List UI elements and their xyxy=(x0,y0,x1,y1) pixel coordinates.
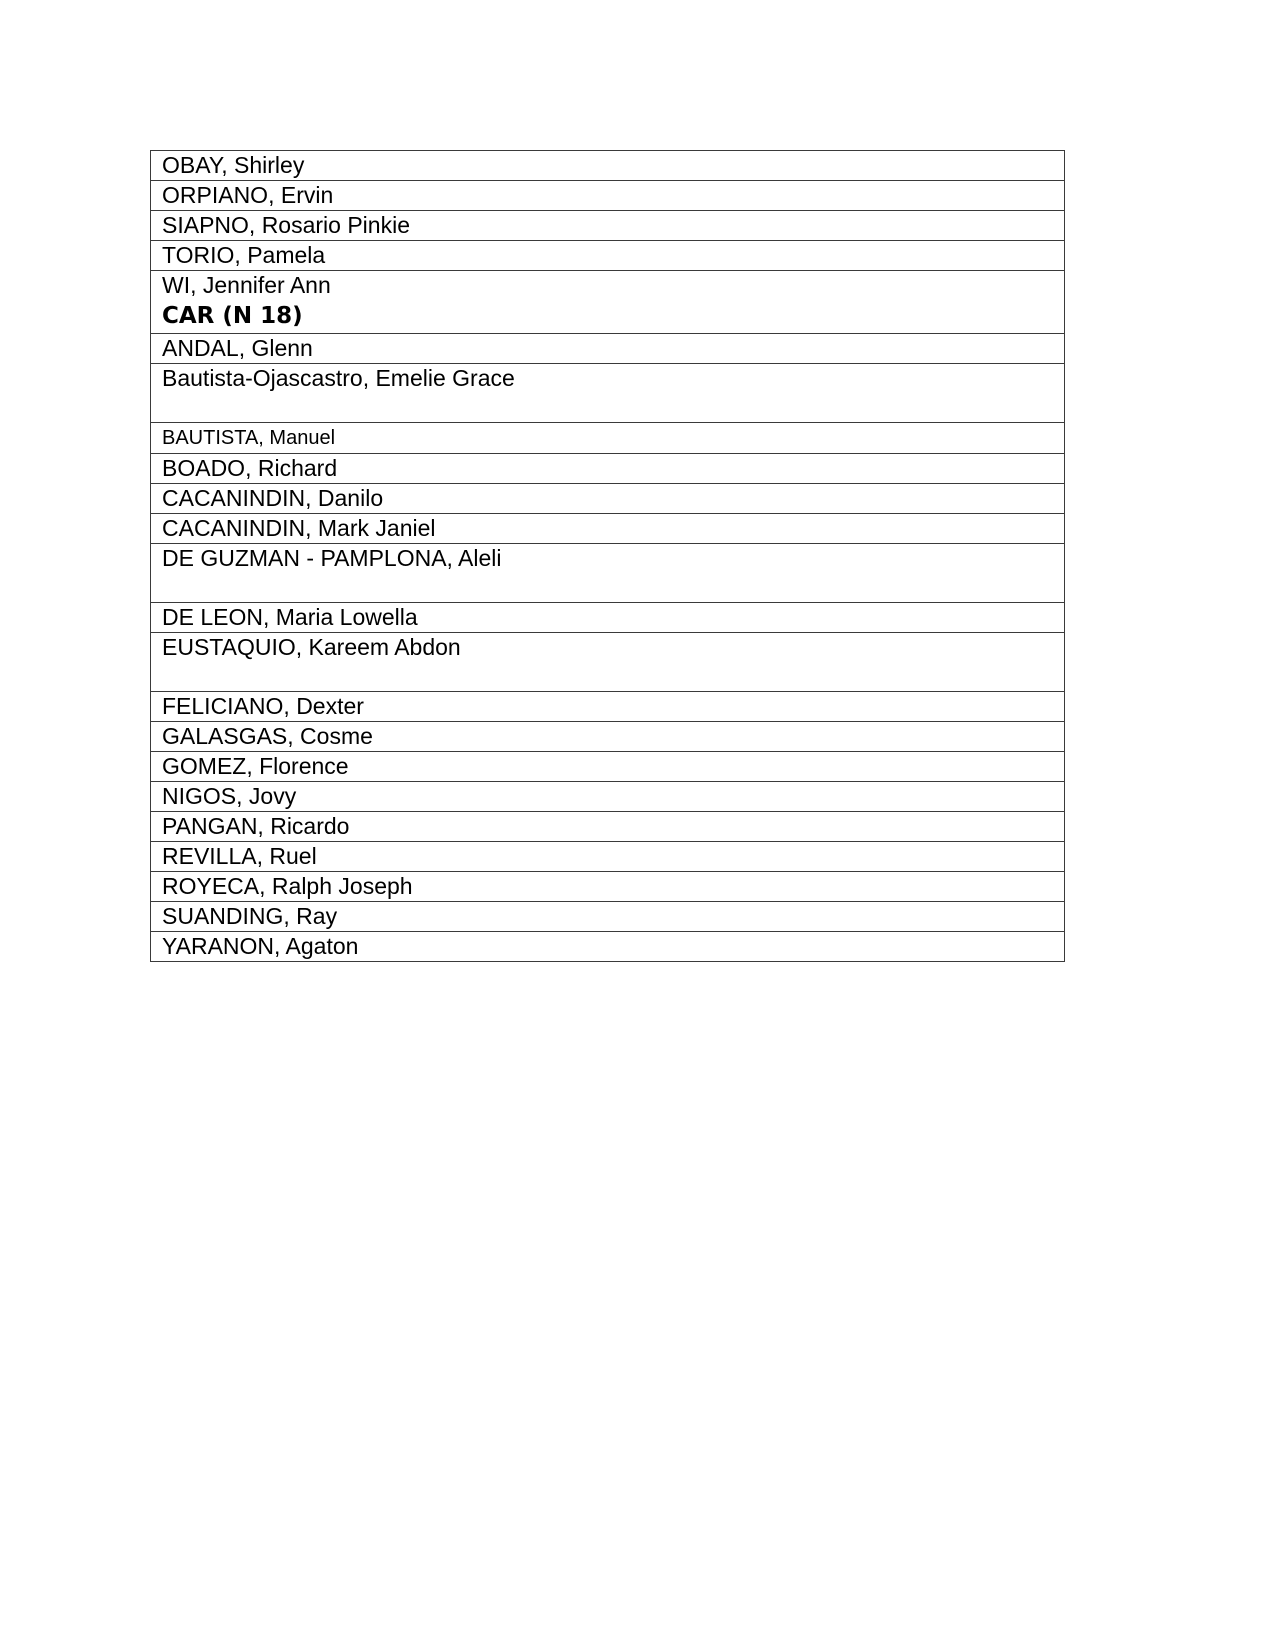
name-text: ROYECA, Ralph Joseph xyxy=(162,873,413,899)
table-row xyxy=(151,241,1065,271)
table-row xyxy=(151,603,1065,633)
name-cell xyxy=(151,364,1065,423)
section-heading: CAR (N 18) xyxy=(162,303,303,329)
name-text: DE LEON, Maria Lowella xyxy=(162,604,418,630)
table-row xyxy=(151,692,1065,722)
name-cell xyxy=(151,151,1065,181)
name-cell xyxy=(151,782,1065,812)
name-text: GALASGAS, Cosme xyxy=(162,723,373,749)
name-text: DE GUZMAN - PAMPLONA, Aleli xyxy=(162,545,502,571)
table-row xyxy=(151,902,1065,932)
name-text: BOADO, Richard xyxy=(162,455,338,481)
name-text: BAUTISTA, Manuel xyxy=(162,427,336,449)
name-cell xyxy=(151,334,1065,364)
name-text: SIAPNO, Rosario Pinkie xyxy=(162,212,410,238)
name-text: OBAY, Shirley xyxy=(162,152,305,178)
name-text: FELICIANO, Dexter xyxy=(162,693,364,719)
name-cell xyxy=(151,603,1065,633)
name-cell xyxy=(151,211,1065,241)
name-text: PANGAN, Ricardo xyxy=(162,813,350,839)
table-row xyxy=(151,633,1065,692)
table-row xyxy=(151,782,1065,812)
table-row xyxy=(151,423,1065,454)
name-cell xyxy=(151,722,1065,752)
name-cell xyxy=(151,544,1065,603)
table-row xyxy=(151,544,1065,603)
name-cell xyxy=(151,633,1065,692)
table-row xyxy=(151,752,1065,782)
name-roster-table xyxy=(150,150,1065,962)
table-row xyxy=(151,454,1065,484)
name-cell xyxy=(151,932,1065,962)
table-row xyxy=(151,211,1065,241)
table-row xyxy=(151,151,1065,181)
name-cell xyxy=(151,752,1065,782)
name-cell xyxy=(151,902,1065,932)
table-row xyxy=(151,842,1065,872)
table-row xyxy=(151,932,1065,962)
table-row xyxy=(151,812,1065,842)
name-text: EUSTAQUIO, Kareem Abdon xyxy=(162,634,461,660)
name-cell xyxy=(151,423,1065,454)
name-text: ORPIANO, Ervin xyxy=(162,182,334,208)
table-row xyxy=(151,181,1065,211)
name-cell xyxy=(151,692,1065,722)
name-cell xyxy=(151,812,1065,842)
name-cell xyxy=(151,872,1065,902)
name-text: ANDAL, Glenn xyxy=(162,335,313,361)
table-row xyxy=(151,484,1065,514)
name-text: CACANINDIN, Mark Janiel xyxy=(162,515,436,541)
name-cell xyxy=(151,514,1065,544)
name-text: YARANON, Agaton xyxy=(162,933,359,959)
name-text: NIGOS, Jovy xyxy=(162,783,297,809)
name-text: CACANINDIN, Danilo xyxy=(162,485,384,511)
table-row xyxy=(151,872,1065,902)
name-cell xyxy=(151,181,1065,211)
name-cell xyxy=(151,484,1065,514)
name-cell xyxy=(151,241,1065,271)
name-cell xyxy=(151,842,1065,872)
name-text: WI, Jennifer Ann xyxy=(162,272,331,298)
name-text: SUANDING, Ray xyxy=(162,903,338,929)
table-row xyxy=(151,271,1065,334)
table-row xyxy=(151,722,1065,752)
table-row xyxy=(151,514,1065,544)
name-text: Bautista-Ojascastro, Emelie Grace xyxy=(162,365,515,391)
name-text: TORIO, Pamela xyxy=(162,242,326,268)
name-text: GOMEZ, Florence xyxy=(162,753,349,779)
name-cell xyxy=(151,454,1065,484)
table-row xyxy=(151,364,1065,423)
table-row xyxy=(151,334,1065,364)
name-text: REVILLA, Ruel xyxy=(162,843,317,869)
name-cell xyxy=(151,271,1065,334)
